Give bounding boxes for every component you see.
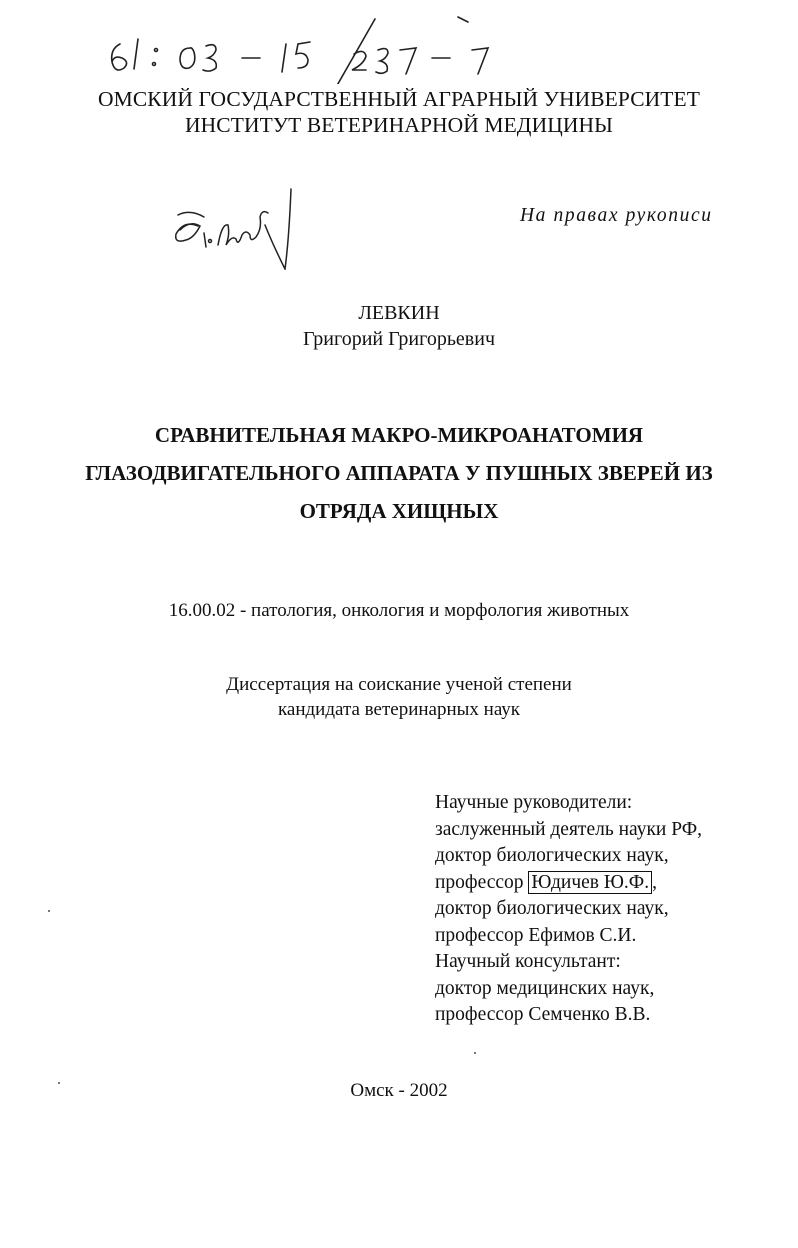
advisor-line: доктор биологических наук, — [435, 845, 669, 866]
consultant-heading: Научный консультант: — [435, 951, 621, 972]
advisor-line — [435, 870, 702, 897]
scan-speck — [48, 910, 50, 912]
header — [0, 86, 798, 138]
author-block — [0, 300, 798, 352]
advisor-name-boxed: Юдичев Ю.Ф. — [528, 871, 652, 894]
advisors-block — [435, 790, 702, 1029]
advisor-line: доктор биологических наук, — [435, 898, 669, 919]
author-name: Григорий Григорьевич — [302, 328, 496, 350]
advisor-comma: , — [652, 871, 657, 893]
advisor-line: профессор Семченко В.В. — [435, 1004, 651, 1025]
scan-speck — [58, 1082, 60, 1084]
title-line: СРАВНИТЕЛЬНАЯ МАКРО-МИКРОАНАТОМИЯ — [154, 423, 644, 447]
author-surname: ЛЕВКИН — [358, 302, 440, 324]
advisors-heading: Научные руководители: — [435, 792, 633, 813]
advisor-line: заслуженный деятель науки РФ, — [435, 818, 703, 840]
specialty-code: 16.00.02 - патология, онкология и морфология животных — [168, 600, 630, 621]
institute-name: ИНСТИТУТ ВЕТЕРИНАРНОЙ МЕДИЦИНЫ — [185, 113, 613, 137]
advisor-line: профессор Ефимов С.И. — [435, 924, 637, 946]
manuscript-rights-note: На правах рукописи — [520, 205, 713, 226]
degree-line: Диссертация на соискание ученой степени — [226, 674, 572, 695]
title-line: ГЛАЗОДВИГАТЕЛЬНОГО АППАРАТА У ПУШНЫХ ЗВЕРЕЙ ИЗ — [85, 461, 713, 485]
dissertation-title — [0, 416, 798, 530]
title-line: ОТРЯДА ХИЩНЫХ — [299, 499, 499, 523]
handwritten-signature — [170, 185, 305, 270]
city-year: Омск - 2002 — [350, 1080, 448, 1101]
degree-line: кандидата ветеринарных наук — [277, 699, 521, 720]
advisor-title: профессор — [435, 871, 529, 893]
handwritten-catalog-number — [100, 14, 520, 84]
university-name: ОМСКИЙ ГОСУДАРСТВЕННЫЙ АГРАРНЫЙ УНИВЕРСИТЕТ — [98, 87, 700, 111]
dissertation-degree — [0, 672, 798, 722]
scan-speck — [474, 1052, 476, 1054]
advisor-line: доктор медицинских наук, — [435, 977, 655, 999]
